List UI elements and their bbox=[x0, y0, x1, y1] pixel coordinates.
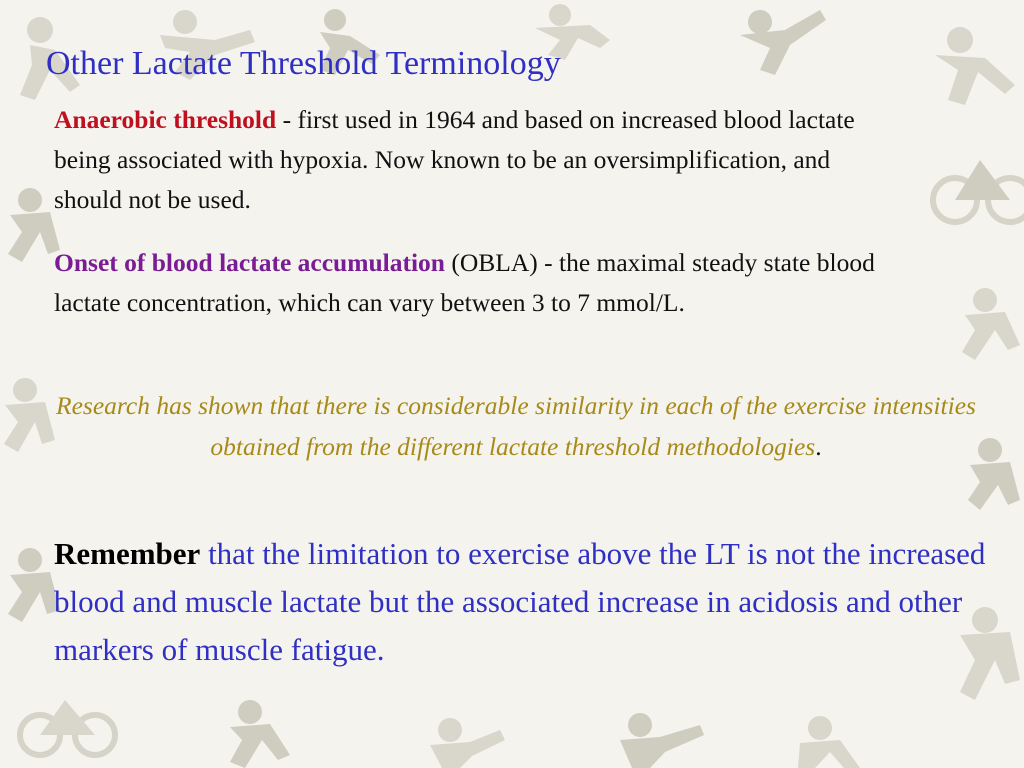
anaerobic-threshold-paragraph bbox=[54, 100, 904, 220]
remember-statement bbox=[54, 530, 1009, 674]
slide-title: Other Lactate Threshold Terminology bbox=[46, 45, 561, 82]
remember-text: that the limitation to exercise above the LT is not the increased blood and muscle lactate but the associated increase in acidosis and other markers of muscle fatigue. bbox=[54, 536, 986, 667]
research-text: Research has shown that there is considerable similarity in each of the exercise intensities obtained from the different lactate threshold methodologies bbox=[56, 391, 976, 461]
research-period: . bbox=[815, 432, 822, 461]
obla-paragraph bbox=[54, 243, 914, 323]
anaerobic-threshold-term: Anaerobic threshold bbox=[54, 105, 277, 134]
obla-definition: (OBLA) - the maximal steady state blood lactate concentration, which can vary between 3 to 7 mmol/L. bbox=[54, 248, 875, 317]
obla-term: Onset of blood lactate accumulation bbox=[54, 248, 445, 277]
anaerobic-threshold-definition: - first used in 1964 and based on increased blood lactate being associated with hypoxia. Now known to be an oversimplification, and should not be used. bbox=[54, 105, 855, 214]
remember-lead: Remember bbox=[54, 536, 201, 571]
research-statement bbox=[44, 385, 988, 467]
